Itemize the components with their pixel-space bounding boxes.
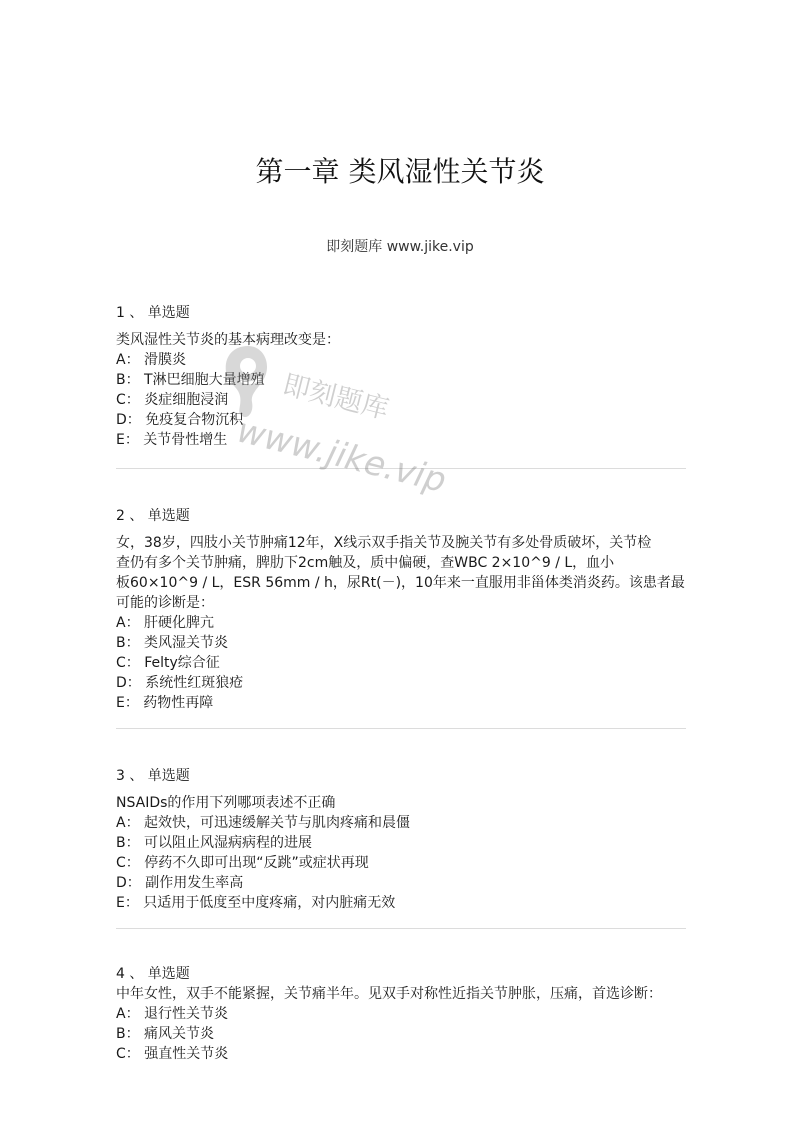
question-stem-line: 可能的诊断是： xyxy=(116,595,214,611)
question-2 xyxy=(116,506,686,713)
option-a: A： 滑膜炎 xyxy=(116,352,187,368)
option-d: D： 副作用发生率高 xyxy=(116,875,244,891)
document-subtitle: 即刻题库 www.jike.vip xyxy=(326,239,474,255)
option-e: E： 只适用于低度至中度疼痛，对内脏痛无效 xyxy=(116,895,396,911)
option-b: B： T淋巴细胞大量增殖 xyxy=(116,372,265,388)
question-header: 1 、 单选题 xyxy=(116,305,190,321)
option-c: C： Felty综合征 xyxy=(116,655,220,671)
option-a: A： 退行性关节炎 xyxy=(116,1006,229,1022)
option-d: D： 系统性红斑狼疮 xyxy=(116,675,244,691)
option-b: B： 痛风关节炎 xyxy=(116,1026,215,1042)
option-a: A： 肝硬化脾亢 xyxy=(116,615,215,631)
question-stem: 类风湿性关节炎的基本病理改变是： xyxy=(116,332,340,348)
question-header: 2 、 单选题 xyxy=(116,508,190,524)
option-c: C： 炎症细胞浸润 xyxy=(116,392,229,408)
option-d: D： 免疫复合物沉积 xyxy=(116,412,244,428)
option-e: E： 药物性再障 xyxy=(116,695,214,711)
divider xyxy=(116,928,686,929)
question-stem-line: 查仍有多个关节肿痛，脾肋下2cm触及，质中偏硬，查WBC 2×10^9 / L，血小 xyxy=(116,555,615,571)
question-header: 3 、 单选题 xyxy=(116,768,190,784)
option-c: C： 强直性关节炎 xyxy=(116,1046,229,1062)
question-3 xyxy=(116,766,686,913)
option-b: B： 可以阻止风湿病病程的进展 xyxy=(116,835,313,851)
option-e: E： 关节骨性增生 xyxy=(116,432,228,448)
watermark-url: www.jike.vip xyxy=(233,410,451,502)
divider xyxy=(116,728,686,729)
question-4 xyxy=(116,964,686,1064)
question-header: 4 、 单选题 xyxy=(116,966,190,982)
question-stem: 中年女性，双手不能紧握，关节痛半年。见双手对称性近指关节肿胀，压痛，首选诊断： xyxy=(116,986,662,1002)
option-b: B： 类风湿关节炎 xyxy=(116,635,229,651)
question-stem-line: 女，38岁，四肢小关节肿痛12年，X线示双手指关节及腕关节有多处骨质破坏，关节检 xyxy=(116,535,652,551)
option-c: C： 停药不久即可出现“反跳”或症状再现 xyxy=(116,855,369,871)
watermark-chinese: 即刻题库 xyxy=(279,369,392,426)
question-stem: NSAIDs的作用下列哪项表述不正确 xyxy=(116,795,336,811)
question-stem-line: 板60×10^9 / L，ESR 56mm / h，尿Rt(－)，10年来一直服用非甾体类消炎药。该患者最 xyxy=(116,575,685,591)
document-title: 第一章 类风湿性关节炎 xyxy=(255,155,545,188)
question-1 xyxy=(116,303,686,450)
option-a: A： 起效快，可迅速缓解关节与肌肉疼痛和晨僵 xyxy=(116,815,411,831)
divider xyxy=(116,468,686,469)
